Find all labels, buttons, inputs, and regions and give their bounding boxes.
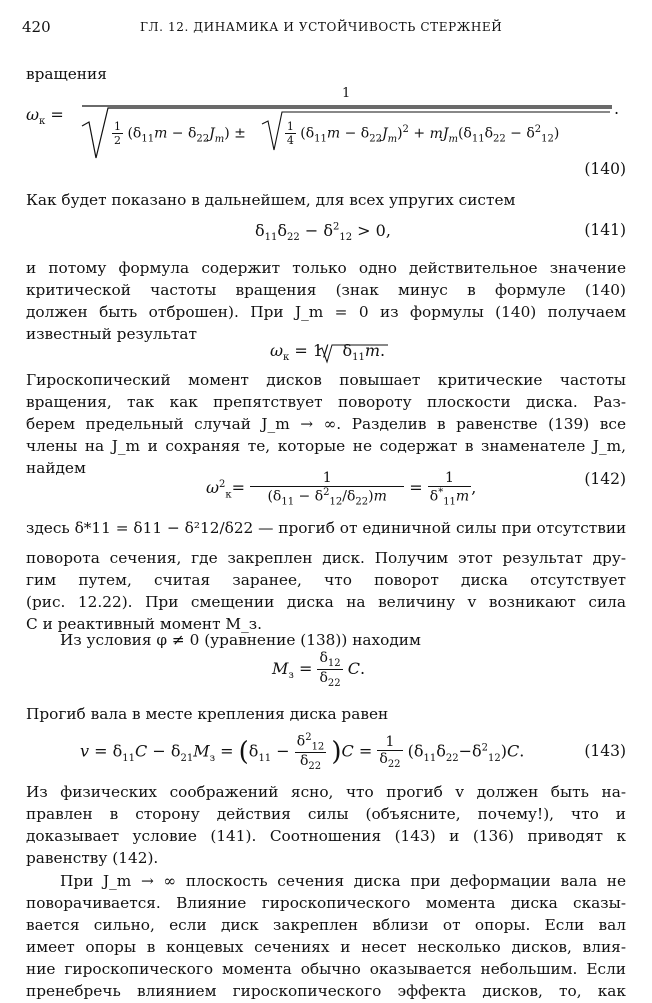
text-line: Прогиб вала в месте крепления диска равен (26, 705, 389, 723)
eq-known-result: $\omega_к = 1/$ $\delta_{11}m$. (270, 341, 386, 364)
text-line: равенству (142). (26, 849, 159, 867)
eq142-label: (142) (584, 470, 626, 488)
eq140-numerator: 1 (342, 86, 351, 101)
text-line: берем предельный случай J_m → ∞. Разделив в равенстве (139) все (26, 415, 626, 433)
eq143: $v = \delta_{11}C - \delta_{21}M_з = (\delta_{11}$ − $\frac{\delta^2_{12}}{\delta_{22}}$ )C = $\frac{1}{\delta_{22}}$ $(\delta_{11}\delta_{22}-\delta^2_{12})C$. (80, 732, 525, 773)
text-line: правлен в сторону действия силы (объясните, почему!), что и (26, 805, 626, 823)
text-line: При J_m → ∞ плоскость сечения диска при деформации вала не (60, 872, 626, 890)
text-line: вается сильно, если диск закреплен вблизи от опоры. Если вал (26, 916, 626, 934)
text-line: вращения (26, 65, 107, 83)
eq140-denominator: $\frac{1}{2}$ $(\delta_{11}m - \delta_{22}J_m)$ ± $\frac{1}{4}$ $(\delta_{11}m - \delta_{22}J_m)^2 + mJ_m(\delta_{11}\delta_{22} - \delta^2_{12})$ (114, 120, 560, 147)
text-line: поворачивается. Влияние гироскопического момента диска сказы- (26, 894, 626, 912)
text-line: ние гироскопического момента обычно оказывается небольшим. Если (26, 960, 626, 978)
text-line: Гироскопический момент дисков повышает критические частоты (26, 371, 626, 389)
text-line: поворота сечения, где закреплен диск. Получим этот результат дру- (26, 549, 626, 567)
text-line: члены на J_m и сохраняя те, которые не содержат в знаменателе J_m, (26, 437, 626, 455)
text-line: доказывает условие (141). Соотношения (143) и (136) приводят к (26, 827, 626, 845)
text-line: Из физических соображений ясно, что прогиб v должен быть на- (26, 783, 626, 801)
text-line: C и реактивный момент M_з. (26, 615, 262, 633)
running-header: ГЛ. 12. ДИНАМИКА И УСТОЙЧИВОСТЬ СТЕРЖНЕЙ (140, 20, 503, 34)
text-line: вращения, так как препятствует повороту плоскости диска. Раз- (26, 393, 626, 411)
text-line: имеет опоры в концевых сечениях и несет несколько дисков, влия- (26, 938, 626, 956)
text-line: известный результат (26, 325, 197, 343)
text-line: должен быть отброшен). При J_m = 0 из формулы (140) получаем (26, 303, 626, 321)
eq140-label: (140) (584, 160, 626, 178)
text-line: Из условия φ ≠ 0 (уравнение (138)) находим (60, 631, 421, 649)
eq-m3: $M_з$ = $\frac{\delta_{12}}{\delta_{22}}$ C. (272, 650, 366, 689)
eq140-lhs: $\omega_к$ = (26, 105, 64, 128)
text-line: и потому формула содержит только одно действительное значение (26, 259, 626, 277)
text-line: здесь δ*11 = δ11 − δ²12/δ22 — прогиб от единичной силы при отсутствии (26, 519, 627, 537)
page-number: 420 (22, 18, 51, 36)
eq141-label: (141) (584, 221, 626, 239)
text-line: критической частоты вращения (знак минус в формуле (140) (26, 281, 626, 299)
eq143-label: (143) (584, 742, 626, 760)
text-line: найдем (26, 459, 86, 477)
text-line: Как будет показано в дальнейшем, для всех упругих систем (26, 191, 516, 209)
eq140-period: . (614, 99, 620, 118)
eq142: $\omega^2_к=$ $\frac{1}{(\delta_{11} - \delta^2_{12}/\delta_{22})m}$ = $\frac{1}{\delta^*_{11}m}$ , (206, 470, 477, 508)
eq141: $\delta_{11}\delta_{22} - \delta^2_{12} > 0$, (255, 221, 391, 244)
text-line: (рис. 12.22). При смещении диска на величину v возникают сила (26, 593, 626, 611)
text-line: гим путем, считая заранее, что поворот диска отсутствует (26, 571, 626, 589)
text-line: пренебречь влиянием гироскопического эффекта дисков, то, как (26, 982, 626, 1000)
